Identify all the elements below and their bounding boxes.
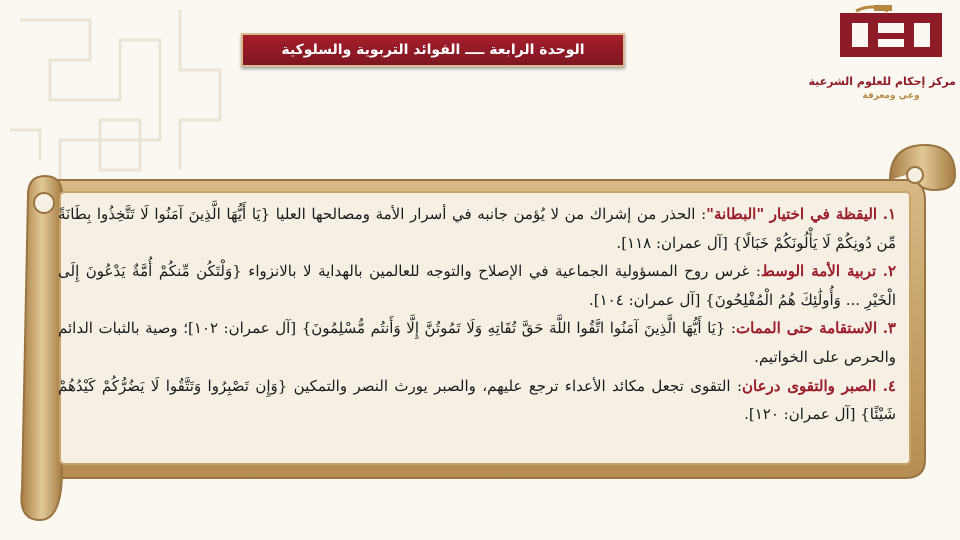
- item-number: ١.: [882, 205, 897, 223]
- item-title: تربية الأمة الوسط: [760, 262, 877, 281]
- item-number: ٢.: [882, 262, 896, 281]
- logo-tagline: مركز إحكام للعلوم الشرعية: [808, 75, 956, 88]
- item-title: الاستقامة حتى الممات: [735, 319, 878, 338]
- item-separator: :: [736, 376, 743, 395]
- benefits-list: [58, 200, 896, 450]
- benefit-item: [58, 314, 896, 371]
- item-title: الصبر والتقوى درعان: [742, 376, 877, 395]
- item-number: ٣.: [882, 319, 896, 338]
- item-body: التقوى تجعل مكائد الأعداء ترجع عليهم، والصبر يورث النصر والتمكين {وَإِن تَصْبِرُوا وَتَتَّقُوا لَا يَضُرُّكُمْ كَيْدُهُمْ شَيْئًا} [آل عمران: ١٢٠].: [58, 376, 896, 424]
- item-separator: :: [730, 319, 736, 338]
- item-title-quote: "البطانة": [706, 205, 765, 223]
- item-separator: :: [755, 262, 761, 281]
- item-number: ٤.: [882, 376, 896, 395]
- benefit-item: [58, 257, 896, 314]
- benefit-item: [58, 372, 896, 429]
- item-body: غرس روح المسؤولية الجماعية في الإصلاح والتوجه للعالمين بالهداية لا بالانزواء {وَلْتَكُن مِّنكُمْ أُمَّةٌ يَدْعُونَ إِلَى الْخَيْرِ ... وَأُولَٰئِكَ هُمُ الْمُفْلِحُونَ} [آل عمران: ١٠٤].: [58, 262, 896, 309]
- benefit-item: [58, 200, 896, 257]
- item-body: {يَا أَيُّهَا الَّذِينَ آمَنُوا اتَّقُوا اللَّهَ حَقَّ تُقَاتِهِ وَلَا تَمُوتُنَّ إِلَّا وَأَنتُم مُّسْلِمُونَ} [آل عمران: ١٠٢]؛ وصية بالثبات الدائم والحرص على الخواتيم.: [58, 319, 896, 366]
- item-body: الحذر من إشراك من لا يُؤمن جانبه في أسرار الأمة ومصالحها العليا {يَا أَيُّهَا الَّذِينَ آمَنُوا لَا تَتَّخِذُوا بِطَانَةً مِّن دُونِكُمْ لَا يَأْلُونَكُمْ خَبَالًا} [آل عمران: ١١٨].: [58, 205, 896, 252]
- logo-subtagline: وعي ومعرفة: [862, 91, 920, 101]
- item-separator: :: [701, 205, 707, 223]
- item-title: اليقظة في اختيار: [769, 205, 878, 223]
- unit-title: الوحدة الرابعة ــــ الفوائد التربوية والسلوكية: [281, 42, 585, 58]
